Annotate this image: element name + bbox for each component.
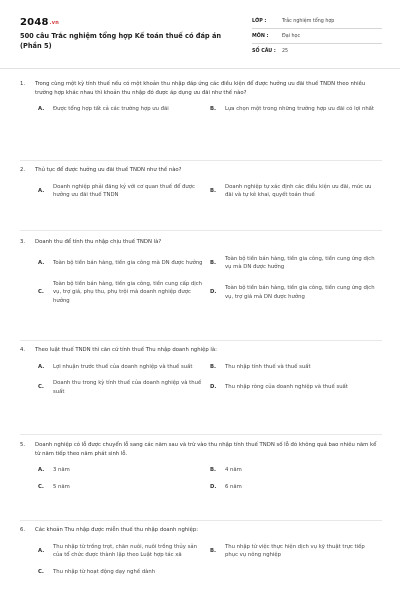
meta-row-class	[252, 14, 382, 29]
answer-options	[20, 105, 382, 114]
answer-options	[20, 466, 382, 491]
option-letter: D.	[210, 384, 217, 391]
meta-row-subject	[252, 29, 382, 44]
meta-value: Trắc nghiệm tổng hợp	[282, 18, 335, 24]
option-text: Toàn bộ tiền bán hàng, tiền gia công, tiền cung ứng dịch vụ, trợ giá mà DN được hưởng	[225, 285, 375, 300]
option-letter: C.	[38, 384, 44, 391]
option-letter: A.	[38, 259, 45, 266]
option-text: Doanh nghiệp phải đăng ký với cơ quan thuế để được hưởng ưu đãi thuế TNDN	[53, 183, 195, 199]
option-text: Lựa chọn một trong những trường hợp ưu đãi có lợi nhất	[225, 106, 375, 113]
question-stem	[20, 238, 382, 247]
answer-option[interactable]	[210, 466, 382, 475]
answer-option[interactable]	[38, 105, 210, 114]
answer-option[interactable]	[210, 255, 382, 272]
logo-main-text: 2048	[20, 17, 49, 28]
option-letter: A.	[38, 106, 45, 113]
answer-option[interactable]	[210, 379, 382, 396]
question-number: 5.	[20, 442, 26, 448]
header-divider	[0, 68, 400, 69]
option-text: 6 năm	[225, 483, 242, 490]
option-letter: A.	[38, 467, 45, 474]
question-text: Thủ tục để được hưởng ưu đãi thuế TNDN như thế nào?	[35, 167, 182, 173]
answer-option[interactable]	[38, 183, 210, 200]
answer-option[interactable]	[38, 543, 210, 560]
option-letter: C.	[38, 289, 44, 296]
question-text: Trong cùng một kỳ tính thuế nếu có một khoản thu nhập đáp ứng các điều kiện để được hưởng ưu đãi thuế TNDN theo nhiều trường hợp khác nhau thì khoản thu nhập đó được áp dụng ưu đãi như thế nào?	[35, 81, 366, 96]
question-text: Các khoản Thu nhập được miễn thuế thu nhập doanh nghiệp:	[35, 527, 199, 533]
question-stem	[20, 346, 382, 355]
option-text: Doanh nghiệp tự xác định các điều kiện ưu đãi, mức ưu đãi và tự kê khai, quyết toán thuế	[225, 183, 372, 199]
document-meta-table	[252, 14, 382, 59]
question-divider	[20, 520, 382, 521]
option-letter: D.	[210, 483, 217, 490]
answer-option[interactable]	[38, 379, 210, 396]
answer-option[interactable]	[38, 255, 210, 272]
option-letter: B.	[210, 106, 217, 113]
question-text: Theo luật thuế TNDN thì căn cứ tính thuế Thu nhập doanh nghiệp là:	[35, 347, 217, 353]
question-stem	[20, 80, 382, 97]
option-text: Toàn bộ tiền bán hàng, tiền gia công, tiền cung cấp dịch vụ, trợ giá, phụ thu, phụ trội mà doanh nghiệp được hưởng	[53, 280, 203, 304]
option-text: Lợi nhuận trước thuế của doanh nghiệp và thuế suất	[53, 363, 193, 370]
question-text: Doanh nghiệp có lỗ được chuyển lỗ sang các năm sau và trừ vào thu nhập tính thuế TNDN số lỗ đó không quá bao nhiêu năm kể từ năm tiếp theo năm phát sinh lỗ.	[35, 442, 377, 457]
option-letter: D.	[210, 289, 217, 296]
question-2	[20, 166, 382, 200]
question-number: 4.	[20, 347, 26, 353]
question-stem	[20, 441, 382, 458]
answer-option[interactable]	[38, 568, 210, 577]
question-4	[20, 346, 382, 396]
option-text: Thu nhập ròng của doanh nghiệp và thuế suất	[225, 384, 348, 391]
question-number: 1.	[20, 81, 26, 87]
answer-options	[20, 543, 382, 577]
document-title: 500 câu Trắc nghiệm tổng hợp Kế toán thuế có đáp án (Phần 5)	[20, 32, 222, 50]
answer-option[interactable]	[38, 483, 210, 492]
meta-label: SỐ CÂU :	[252, 49, 276, 54]
answer-option[interactable]	[210, 105, 382, 114]
option-text: 4 năm	[225, 467, 242, 474]
option-letter: B.	[210, 187, 217, 194]
question-5	[20, 441, 382, 491]
question-number: 2.	[20, 167, 26, 173]
question-3	[20, 238, 382, 306]
site-logo[interactable]	[20, 17, 59, 28]
answer-option[interactable]	[38, 466, 210, 475]
option-text: Doanh thu trong kỳ tính thuế của doanh nghiệp và thuế suất	[53, 380, 202, 395]
question-text: Doanh thu để tính thu nhập chịu thuế TNDN là?	[35, 239, 162, 245]
meta-label: MÔN :	[252, 33, 269, 39]
question-divider	[20, 340, 382, 341]
option-text: Thu nhập từ việc thực hiện dịch vụ kỹ thuật trực tiếp phục vụ nông nghiệp	[225, 543, 365, 559]
option-text: Thu nhập từ hoạt động dạy nghề dành	[53, 568, 156, 575]
option-letter: C.	[38, 483, 44, 490]
option-text: Toàn bộ tiền bán hàng, tiền gia công mà DN được hưởng	[53, 259, 203, 266]
answer-option[interactable]	[210, 543, 382, 560]
option-letter: B.	[210, 547, 217, 554]
option-letter: B.	[210, 467, 217, 474]
question-divider	[20, 434, 382, 435]
answer-options	[20, 183, 382, 200]
meta-value: 25	[282, 49, 289, 54]
option-letter: A.	[38, 187, 45, 194]
answer-option[interactable]	[210, 183, 382, 200]
option-text: 5 năm	[53, 483, 70, 490]
option-text: Được tổng hợp tất cả các trường hợp ưu đãi	[53, 106, 169, 113]
answer-option[interactable]	[38, 280, 210, 306]
question-1	[20, 80, 382, 114]
option-letter: A.	[38, 363, 45, 370]
option-letter: B.	[210, 259, 217, 266]
option-letter: A.	[38, 547, 45, 554]
document-header	[0, 0, 400, 64]
option-text: 3 năm	[53, 467, 70, 474]
meta-row-count	[252, 44, 382, 59]
question-number: 3.	[20, 239, 26, 245]
logo-tld-text: .vn	[49, 20, 59, 26]
meta-value: Đại học	[282, 33, 301, 39]
answer-option[interactable]	[210, 280, 382, 306]
option-letter: C.	[38, 568, 44, 575]
option-text: Thu nhập từ trồng trọt, chăn nuôi, nuôi trồng thủy sản của tổ chức được thành lập theo Luật hợp tác xã	[53, 543, 197, 559]
option-text: Toàn bộ tiền bán hàng, tiền gia công, tiền cung ứng dịch vụ mà DN được hưởng	[225, 255, 375, 271]
answer-option[interactable]	[38, 363, 210, 372]
question-stem	[20, 166, 382, 175]
answer-option[interactable]	[210, 363, 382, 372]
answer-options	[20, 255, 382, 306]
question-number: 6.	[20, 527, 26, 533]
question-stem	[20, 526, 382, 535]
option-letter: B.	[210, 363, 217, 370]
answer-option[interactable]	[210, 483, 382, 492]
question-divider	[20, 160, 382, 161]
question-6	[20, 526, 382, 576]
option-text: Thu nhập tính thuế và thuế suất	[225, 363, 311, 370]
answer-options	[20, 363, 382, 397]
question-divider	[20, 230, 382, 231]
meta-label: LỚP :	[252, 18, 267, 24]
